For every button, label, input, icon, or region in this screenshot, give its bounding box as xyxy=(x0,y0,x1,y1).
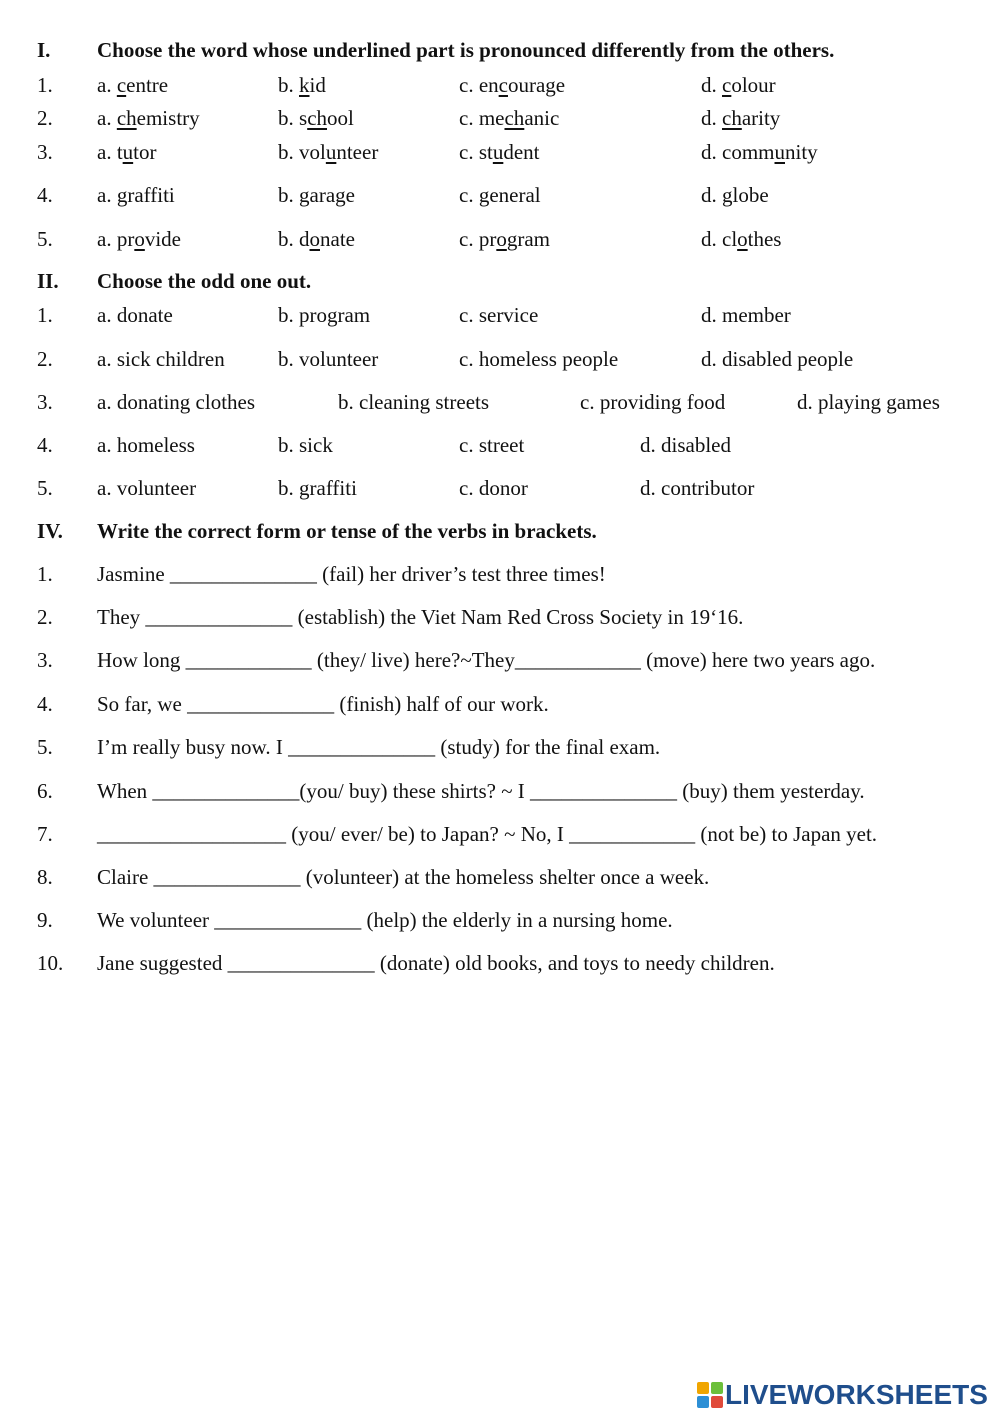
question-text[interactable]: How long ____________ (they/ live) here?~They____________ (move) here two years ago. xyxy=(97,648,876,672)
option-text-prefix: b. d xyxy=(278,227,310,251)
question-text[interactable]: They ______________ (establish) the Viet Nam Red Cross Society in 19‘16. xyxy=(97,605,744,629)
option-text-suffix: nity xyxy=(785,140,818,164)
answer-option[interactable] xyxy=(459,137,539,167)
question-number: 10. xyxy=(37,951,64,975)
question-number: 9. xyxy=(37,908,53,932)
question-row xyxy=(0,70,1000,100)
option-text-prefix: c. me xyxy=(459,106,505,130)
answer-option[interactable] xyxy=(97,137,156,167)
option-text-prefix: d. cl xyxy=(701,227,738,251)
option-text-prefix: b. xyxy=(278,73,299,97)
answer-option[interactable] xyxy=(459,103,559,133)
question-row xyxy=(0,689,1000,719)
answer-option[interactable]: d. member xyxy=(701,303,791,327)
answer-option[interactable]: c. providing food xyxy=(580,390,726,414)
underlined-part: c xyxy=(116,73,127,97)
answer-option[interactable]: d. playing games xyxy=(797,390,940,414)
question-text[interactable]: When ______________(you/ buy) these shirts? ~ I ______________ (buy) them yesterday. xyxy=(97,779,865,803)
option-text-suffix: anic xyxy=(524,106,560,130)
question-text[interactable]: Claire ______________ (volunteer) at the homeless shelter once a week. xyxy=(97,865,710,889)
option-text-prefix: d. xyxy=(701,183,722,207)
answer-option[interactable]: b. program xyxy=(278,303,371,327)
answer-option[interactable]: c. street xyxy=(459,433,525,457)
answer-option[interactable]: b. graffiti xyxy=(278,476,357,500)
option-text-prefix: a. xyxy=(97,73,117,97)
question-row xyxy=(0,224,1000,254)
option-text-suffix: thes xyxy=(747,227,782,251)
answer-option[interactable] xyxy=(278,180,355,210)
answer-option[interactable] xyxy=(97,103,200,133)
option-text-suffix: id xyxy=(309,73,326,97)
question-row xyxy=(0,948,1000,978)
section-number: I. xyxy=(37,38,51,62)
option-text-prefix: c. en xyxy=(459,73,499,97)
underlined-part: o xyxy=(496,227,507,251)
option-text-suffix: gram xyxy=(506,227,550,251)
option-text-suffix: nate xyxy=(320,227,355,251)
question-number: 1. xyxy=(37,73,53,97)
answer-option[interactable] xyxy=(701,103,780,133)
question-number: 5. xyxy=(37,735,53,759)
answer-option[interactable]: d. disabled people xyxy=(701,347,854,371)
option-text-prefix: b. vol xyxy=(278,140,326,164)
section-title: Choose the word whose underlined part is pronounced differently from the others. xyxy=(97,38,835,62)
answer-option[interactable]: a. volunteer xyxy=(97,476,197,500)
answer-option[interactable] xyxy=(459,180,541,210)
question-number: 2. xyxy=(37,106,53,130)
underlined-part: ch xyxy=(504,106,525,130)
question-row xyxy=(0,602,1000,632)
answer-option[interactable] xyxy=(459,70,565,100)
question-number: 3. xyxy=(37,140,53,164)
question-row xyxy=(0,387,1000,417)
option-text-suffix: ourage xyxy=(507,73,566,97)
answer-option[interactable] xyxy=(278,70,326,100)
section-4-heading xyxy=(0,516,1000,546)
option-text-suffix: eneral xyxy=(489,183,541,207)
option-text-suffix: vide xyxy=(144,227,181,251)
answer-option[interactable]: a. homeless xyxy=(97,433,195,457)
answer-option[interactable]: d. disabled xyxy=(640,433,731,457)
question-number: 4. xyxy=(37,183,53,207)
logo-text: LIVEWORKSHEETS xyxy=(725,1379,988,1410)
underlined-part: g xyxy=(722,183,733,207)
answer-option[interactable]: c. donor xyxy=(459,476,528,500)
option-text-suffix: entre xyxy=(126,73,169,97)
question-row xyxy=(0,300,1000,330)
logo-blocks-icon xyxy=(697,1382,723,1408)
question-text[interactable]: I’m really busy now. I ______________ (study) for the final exam. xyxy=(97,735,661,759)
option-text-suffix: lobe xyxy=(732,183,769,207)
answer-option[interactable]: d. contributor xyxy=(640,476,755,500)
question-row xyxy=(0,103,1000,133)
underlined-part: c xyxy=(498,73,508,97)
question-text[interactable]: Jasmine ______________ (fail) her driver’s test three times! xyxy=(97,562,606,586)
option-text-prefix: b. s xyxy=(278,106,308,130)
answer-option[interactable] xyxy=(278,137,378,167)
underlined-part: ch xyxy=(307,106,328,130)
question-text[interactable]: So far, we ______________ (finish) half of our work. xyxy=(97,692,549,716)
answer-option[interactable] xyxy=(459,224,550,254)
underlined-part: o xyxy=(134,227,145,251)
underlined-part: o xyxy=(737,227,748,251)
question-text[interactable]: Jane suggested ______________ (donate) old books, and toys to needy children. xyxy=(97,951,775,975)
question-number: 2. xyxy=(37,605,53,629)
option-text-prefix: c. st xyxy=(459,140,493,164)
question-text[interactable]: __________________ (you/ ever/ be) to Japan? ~ No, I ____________ (not be) to Japan yet. xyxy=(97,822,878,846)
section-title: Choose the odd one out. xyxy=(97,269,312,293)
question-row xyxy=(0,819,1000,849)
question-number: 1. xyxy=(37,562,53,586)
option-text-prefix: c. xyxy=(459,183,479,207)
question-row xyxy=(0,862,1000,892)
option-text-prefix: a. xyxy=(97,183,117,207)
answer-option[interactable] xyxy=(97,70,168,100)
underlined-part: g xyxy=(116,183,128,207)
question-row xyxy=(0,473,1000,503)
option-text-suffix: ool xyxy=(327,106,354,130)
option-text-suffix: emistry xyxy=(136,106,200,130)
option-text-suffix: tor xyxy=(133,140,157,164)
option-text-prefix: a. pr xyxy=(97,227,135,251)
underlined-part: ch xyxy=(116,106,137,130)
answer-option[interactable] xyxy=(701,224,781,254)
underlined-part: k xyxy=(299,73,310,97)
section-number: IV. xyxy=(37,519,63,543)
section-2-heading xyxy=(0,266,1000,296)
underlined-part: u xyxy=(774,140,785,164)
option-text-prefix: d. xyxy=(701,73,722,97)
question-row xyxy=(0,776,1000,806)
question-number: 7. xyxy=(37,822,53,846)
underlined-part: u xyxy=(325,140,337,164)
section-title: Write the correct form or tense of the verbs in brackets. xyxy=(97,519,597,543)
underlined-part: u xyxy=(492,140,504,164)
answer-option[interactable] xyxy=(97,180,175,210)
answer-option[interactable] xyxy=(278,103,354,133)
question-number: 4. xyxy=(37,433,53,457)
option-text-suffix: arity xyxy=(741,106,781,130)
answer-option[interactable]: c. service xyxy=(459,303,539,327)
question-row xyxy=(0,559,1000,589)
question-number: 1. xyxy=(37,303,53,327)
answer-option[interactable] xyxy=(701,180,769,210)
question-number: 4. xyxy=(37,692,53,716)
option-text-prefix: d. comm xyxy=(701,140,775,164)
underlined-part: o xyxy=(309,227,320,251)
option-text-prefix: d. xyxy=(701,106,722,130)
answer-option[interactable]: b. volunteer xyxy=(278,347,379,371)
option-text-prefix: b. xyxy=(278,183,299,207)
question-row xyxy=(0,732,1000,762)
option-text-suffix: arage xyxy=(309,183,355,207)
liveworksheets-logo xyxy=(697,1378,995,1412)
option-text-prefix: a. t xyxy=(97,140,123,164)
question-row xyxy=(0,344,1000,374)
question-row xyxy=(0,645,1000,675)
underlined-part: ch xyxy=(722,106,742,130)
option-text-suffix: dent xyxy=(503,140,540,164)
question-number: 6. xyxy=(37,779,53,803)
answer-option[interactable]: a. donate xyxy=(97,303,173,327)
answer-option[interactable]: a. donating clothes xyxy=(97,390,256,414)
question-row xyxy=(0,905,1000,935)
answer-option[interactable]: b. sick xyxy=(278,433,333,457)
answer-option[interactable] xyxy=(97,224,181,254)
question-number: 3. xyxy=(37,390,53,414)
section-number: II. xyxy=(37,269,59,293)
question-row xyxy=(0,180,1000,210)
option-text-prefix: c. pr xyxy=(459,227,497,251)
question-number: 5. xyxy=(37,476,53,500)
question-number: 2. xyxy=(37,347,53,371)
question-number: 5. xyxy=(37,227,53,251)
answer-option[interactable]: c. homeless people xyxy=(459,347,619,371)
question-number: 3. xyxy=(37,648,53,672)
option-text-prefix: a. xyxy=(97,106,117,130)
section-1-heading xyxy=(0,35,1000,65)
question-row xyxy=(0,430,1000,460)
option-text-suffix: nteer xyxy=(336,140,379,164)
answer-option[interactable] xyxy=(701,137,818,167)
answer-option[interactable]: a. sick children xyxy=(97,347,225,371)
question-text[interactable]: We volunteer ______________ (help) the elderly in a nursing home. xyxy=(97,908,673,932)
answer-option[interactable] xyxy=(701,70,776,100)
underlined-part: g xyxy=(299,183,310,207)
option-text-suffix: olour xyxy=(731,73,776,97)
question-number: 8. xyxy=(37,865,53,889)
underlined-part: c xyxy=(722,73,732,97)
underlined-part: g xyxy=(478,183,490,207)
option-text-suffix: raffiti xyxy=(127,183,175,207)
question-row xyxy=(0,137,1000,167)
answer-option[interactable] xyxy=(278,224,355,254)
answer-option[interactable]: b. cleaning streets xyxy=(338,390,490,414)
underlined-part: u xyxy=(122,140,134,164)
